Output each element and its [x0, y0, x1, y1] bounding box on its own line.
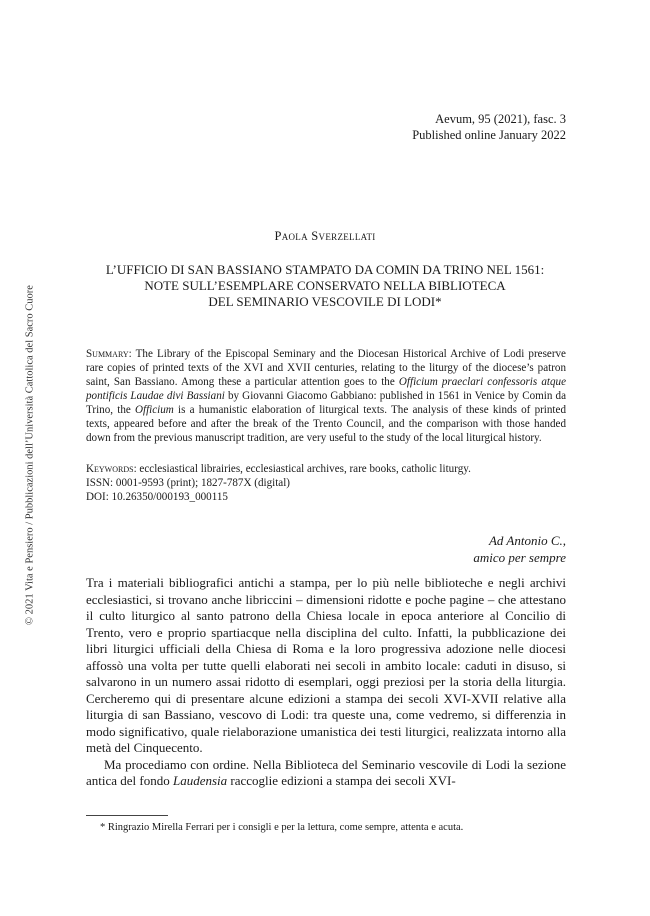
paragraph-2 [86, 757, 566, 790]
paragraph-1: Tra i materiali bibliografici antichi a stampa, per lo più nelle biblioteche e negli archivi ecclesiastici, si trovano anche libriccini – dimensioni ridotte e poche pagine – che attestano il culto liturgico al santo patrono della Chiesa locale in epoca anteriore al Concilio di Trento, vero e proprio spartiacque nella disciplina del culto. Infatti, la pubblicazione dei libri liturgici ufficiali della Chiesa di Roma e la loro progressiva adozione nelle diocesi affossò una volta per tutte quelli elaborati nei secoli in ambito locale: caduti in disuso, si salvarono in un numero assai ridotto di esemplari, oggi preziosi per la storia della liturgia. Cercheremo qui di presentare alcune edizioni a stampa dei secoli XVI-XVII relative alla liturgia di san Bassiano, vescovo di Lodi: tra queste una, come vedremo, si differenzia in modo significativo, quale rielaborazione umanistica dei testi liturgici, realizzata intorno alla metà del Cinquecento. [86, 575, 566, 755]
doi: DOI: 10.26350/000193_000115 [86, 491, 228, 503]
summary-text-1: The Library of the Episcopal Seminary and the Diocesan Historical Archive of Lodi preserve rare copies of printed texts of the XVI and XVII centuries, relating to the liturgy of the diocese’s patron saint, San Bassiano. Among these a particular attention goes to the [86, 348, 566, 388]
paragraph-2-italic: Laudensia [173, 773, 228, 788]
keywords-block [86, 462, 566, 504]
summary-text-3: is a humanistic elaboration of liturgical texts. The analysis of these kinds of printed texts, appeared before and after the break of the Trento Council, and the comparison with those handed down from the previous manuscript tradition, are very useful to the study of the local liturgical history. [86, 404, 566, 444]
summary-italic-1: Officium praeclari confessoris atque pontificis Laudae divi Bassiani [86, 376, 566, 402]
dedication-line-2: amico per sempre [473, 550, 566, 565]
summary-text-2: by Giovanni Giacomo Gabbiano: published in 1561 in Venice by Comin da Trino, the [86, 390, 567, 416]
title-line-2: NOTE SULL’ESEMPLARE CONSERVATO NELLA BIBLIOTECA [144, 278, 506, 293]
paragraph-2-text-b: raccoglie edizioni a stampa dei secoli XVI- [227, 773, 456, 788]
keywords-line [86, 462, 566, 476]
article-title [60, 262, 590, 310]
footnote: * Ringrazio Mirella Ferrari per i consigli e per la lettura, come sempre, attenta e acuta. [100, 822, 464, 833]
copyright-sidebar: © 2021 Vita e Pensiero / Pubblicazioni dell’Università Cattolica del Sacro Cuore [24, 285, 36, 625]
issn: ISSN: 0001-9593 (print); 1827-787X (digital) [86, 477, 290, 489]
journal-header [412, 111, 566, 143]
publication-date: Published online January 2022 [412, 128, 566, 142]
summary-label: Summary: [86, 348, 132, 360]
summary-italic-2: Officium [135, 404, 174, 416]
keywords-text: ecclesiastical librairies, ecclesiastical archives, rare books, catholic liturgy. [136, 463, 471, 475]
journal-issue: Aevum, 95 (2021), fasc. 3 [435, 112, 566, 126]
author-name: Paola Sverzellati [274, 229, 376, 243]
title-line-3: DEL SEMINARIO VESCOVILE DI LODI* [208, 294, 442, 309]
footnote-rule [86, 815, 168, 816]
title-line-1: L’UFFICIO DI SAN BASSIANO STAMPATO DA COMIN DA TRINO NEL 1561: [105, 262, 545, 277]
body-text [86, 575, 566, 790]
paragraph-2-text-a: Ma procediamo con ordine. Nella Biblioteca del Seminario vescovile di Lodi la sezione antica del fondo [86, 756, 566, 788]
dedication [473, 532, 566, 566]
dedication-line-1: Ad Antonio C., [488, 533, 566, 548]
abstract [86, 347, 566, 445]
keywords-label: Keywords: [86, 463, 137, 475]
